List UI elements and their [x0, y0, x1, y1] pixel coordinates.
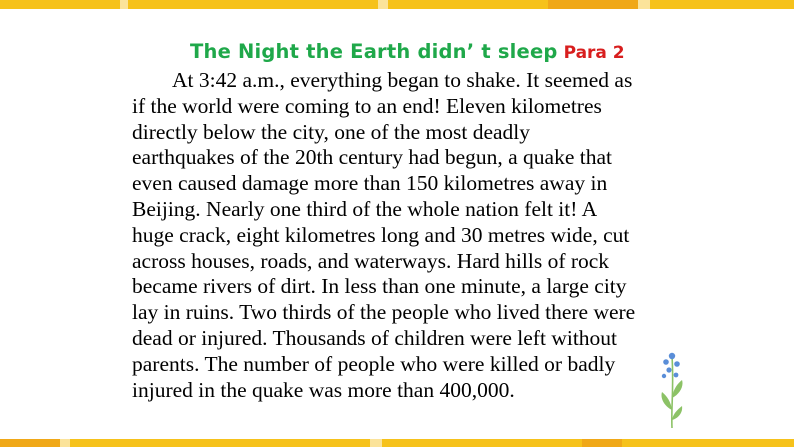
slide-title: The Night the Earth didn’ t sleep [190, 40, 558, 63]
border-segment [0, 439, 60, 447]
plant-leaf [672, 406, 682, 420]
flowering-plant-icon [652, 348, 692, 428]
border-segment [60, 439, 70, 447]
plant-flower [662, 374, 666, 378]
passage-line: dead or injured. Thousands of children were left without [132, 325, 618, 350]
border-segment [0, 0, 120, 9]
border-segment [388, 0, 548, 9]
passage-line: At 3:42 a.m., everything began to shake. It seemed as [172, 68, 633, 92]
title-row [190, 40, 625, 63]
border-segment [582, 439, 622, 447]
passage-line: became rivers of dirt. In less than one minute, a large city [132, 274, 627, 299]
passage-line: across houses, roads, and waterways. Hard hills of rock [132, 248, 610, 273]
border-segment [70, 439, 370, 447]
paragraph-label: Para 2 [563, 43, 625, 63]
plant-flower [666, 367, 671, 372]
passage-line: huge crack, eight kilometres long and 30 metres wide, cut [132, 222, 630, 247]
border-segment [638, 0, 650, 9]
plant-leaf [661, 392, 672, 410]
plant-flower [674, 361, 680, 367]
passage-line: parents. The number of people who were killed or badly [132, 351, 616, 376]
plant-flower [669, 353, 675, 359]
passage-line: even caused damage more than 150 kilometres away in [132, 171, 608, 196]
passage-body [132, 68, 692, 403]
border-segment [128, 0, 378, 9]
plant-flower [663, 359, 669, 365]
border-segment [370, 439, 382, 447]
passage-line: Beijing. Nearly one third of the whole nation felt it! A [132, 196, 598, 221]
passage-line: earthquakes of the 20th century had begun, a quake that [132, 145, 612, 170]
plant-flower [674, 373, 679, 378]
border-segment [378, 0, 388, 9]
passage-line: directly below the city, one of the most deadly [132, 119, 531, 144]
border-segment [622, 439, 794, 447]
border-segment [548, 0, 638, 9]
passage-line: lay in ruins. Two thirds of the people who lived there were [132, 300, 636, 325]
plant-leaf [672, 380, 683, 398]
top-border-stripe [0, 0, 794, 9]
border-segment [650, 0, 794, 9]
bottom-border-stripe [0, 439, 794, 447]
border-segment [120, 0, 128, 9]
border-segment [382, 439, 582, 447]
passage-line: injured in the quake was more than 400,000. [132, 377, 515, 402]
plant-stem [672, 356, 673, 428]
passage-line: if the world were coming to an end! Eleven kilometres [132, 93, 602, 118]
